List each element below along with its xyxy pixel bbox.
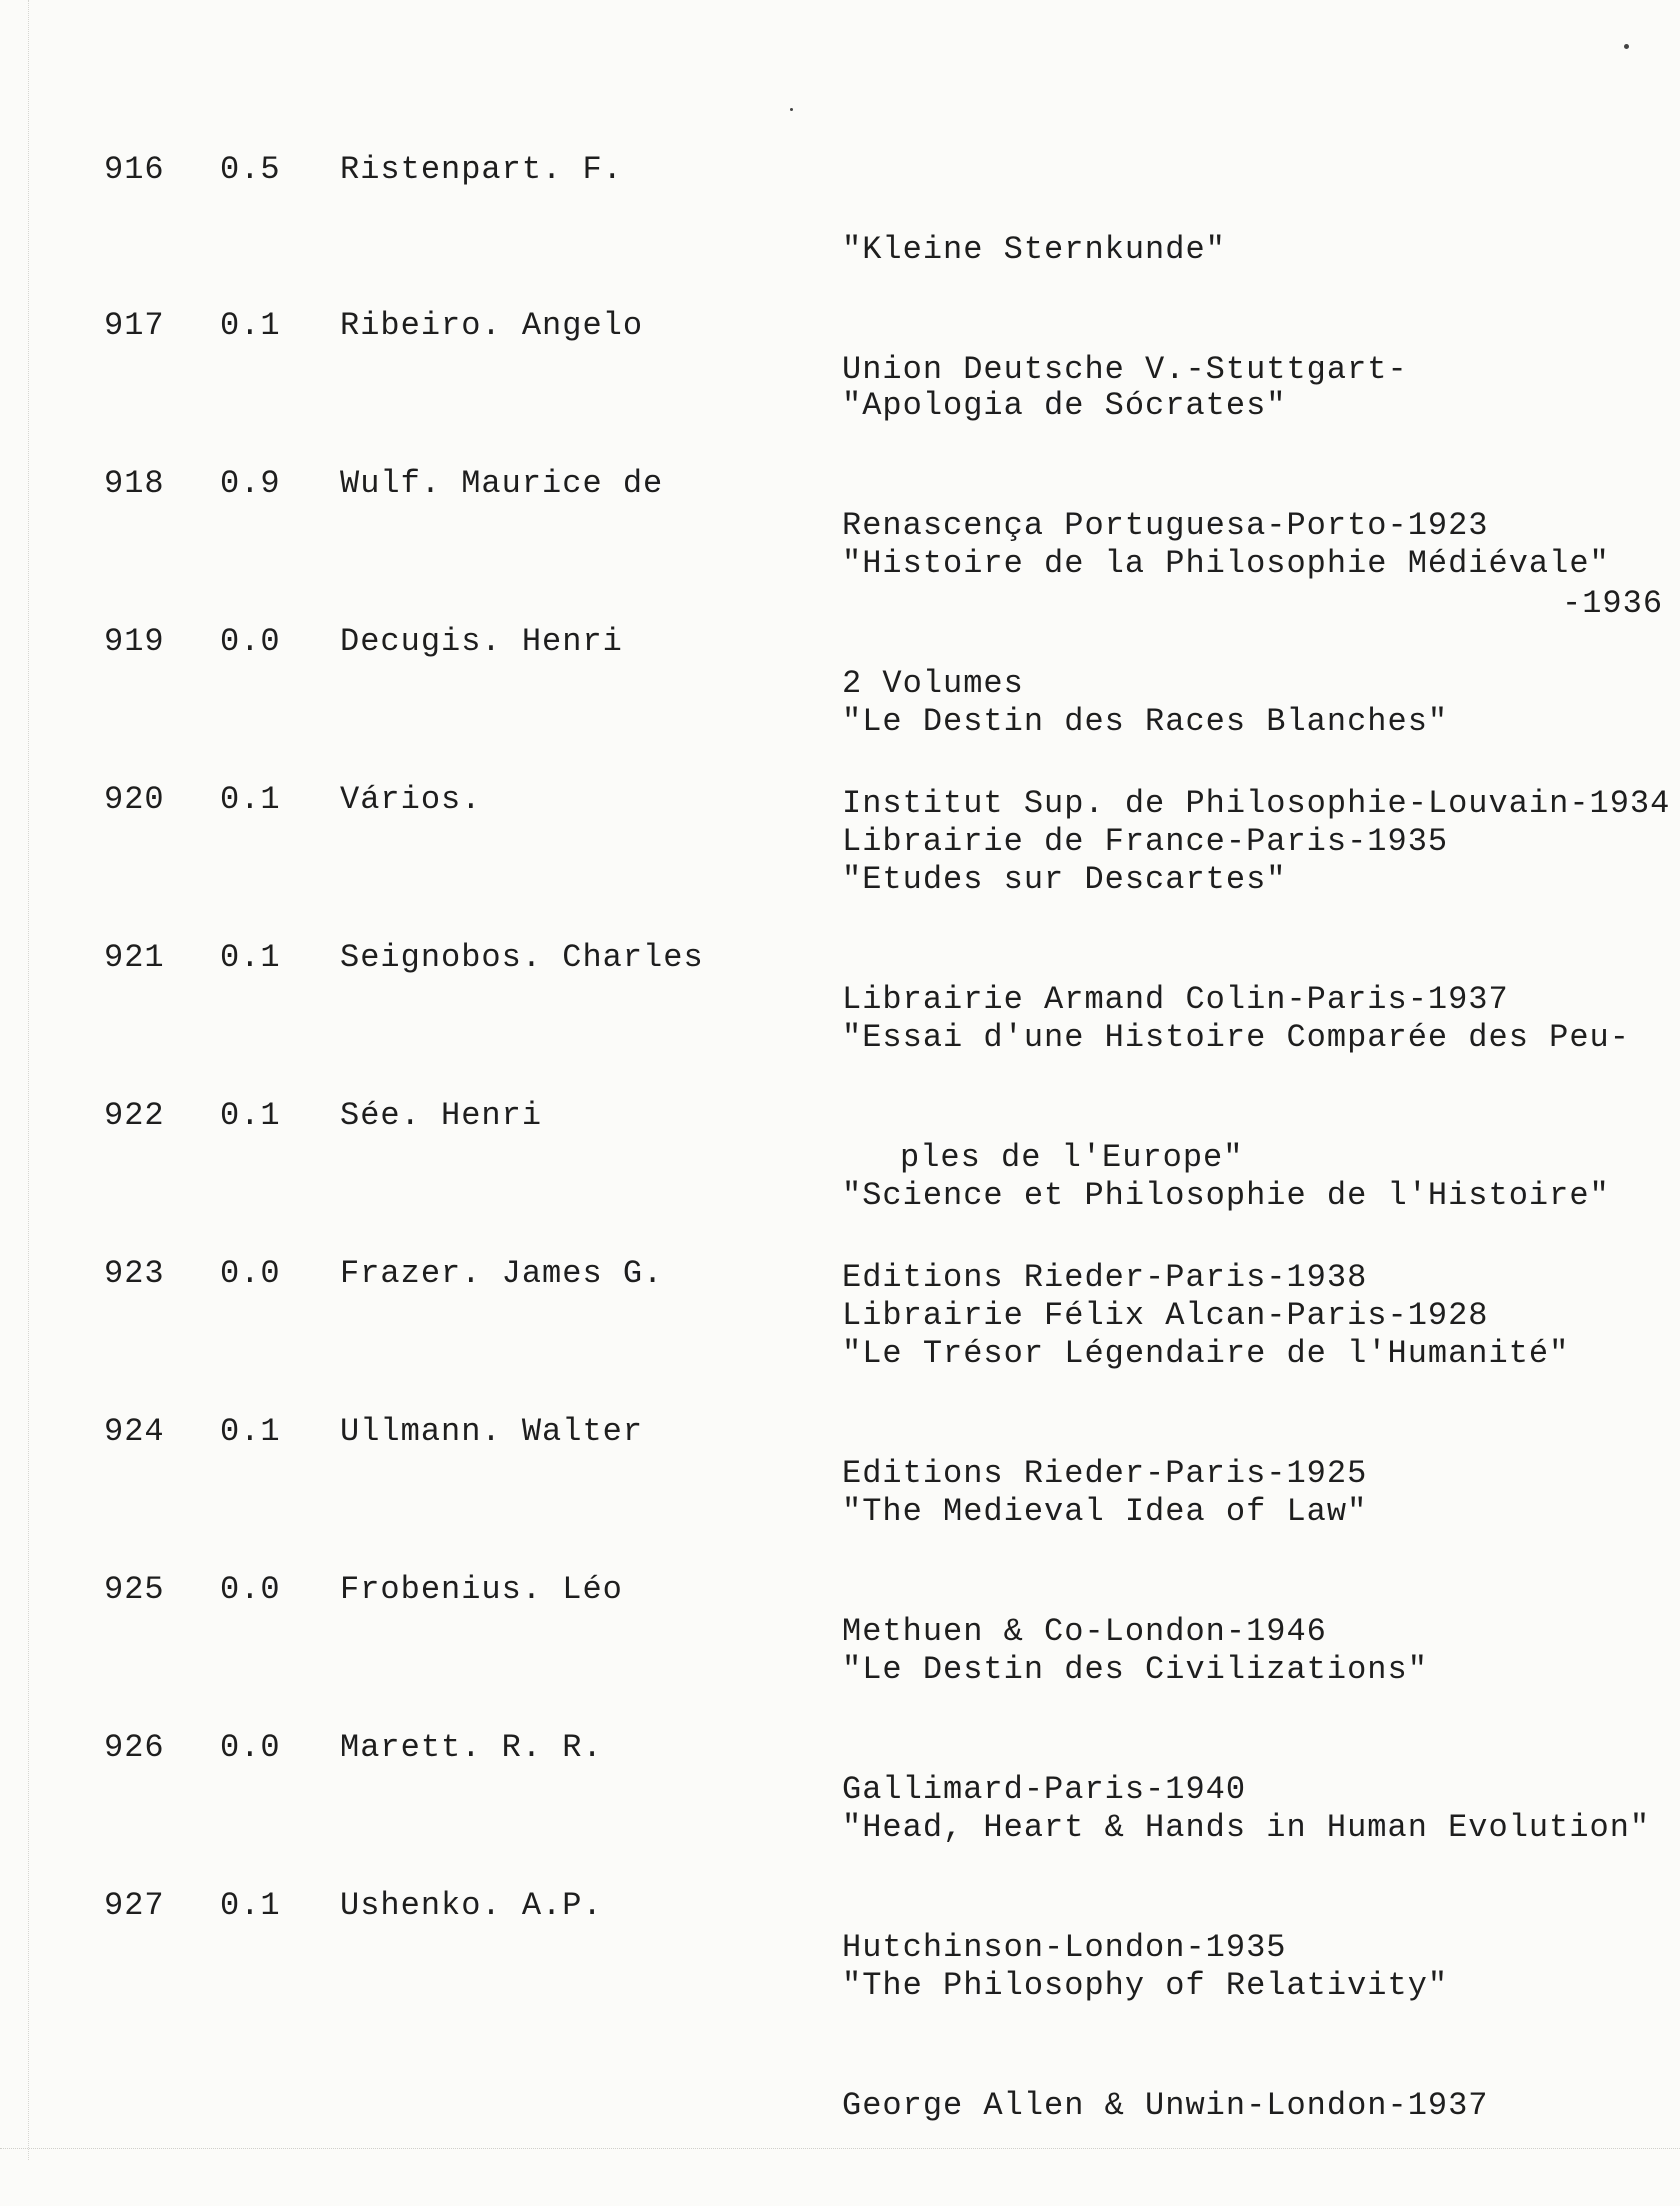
- entry-title: "Le Destin des Races Blanches": [842, 703, 1449, 740]
- ink-speck: [1624, 44, 1629, 49]
- entry-publisher: Librairie Félix Alcan-Paris-1928: [842, 1297, 1489, 1334]
- entry-number: 916: [104, 151, 165, 188]
- entry-value: 0.1: [220, 1097, 281, 1134]
- entry-number: 919: [104, 623, 165, 660]
- entry-publisher: Librairie Armand Colin-Paris-1937: [842, 981, 1509, 1018]
- entry-value: 0.9: [220, 465, 281, 502]
- entry-publisher: Editions Rieder-Paris-1938: [842, 1259, 1368, 1296]
- entry-author: Frobenius. Léo: [340, 1571, 623, 1608]
- entry-author: Sée. Henri: [340, 1097, 543, 1134]
- entry-number: 922: [104, 1097, 165, 1134]
- entry-title: "The Philosophy of Relativity": [842, 1967, 1449, 2004]
- entry-value: 0.1: [220, 939, 281, 976]
- entry-title: "Science et Philosophie de l'Histoire": [842, 1177, 1610, 1214]
- entry-value: 0.1: [220, 1887, 281, 1924]
- entry-author: Marett. R. R.: [340, 1729, 603, 1766]
- ink-speck: [790, 108, 793, 111]
- entry-number: 927: [104, 1887, 165, 1924]
- entry-title-continuation: ples de l'Europe": [900, 1139, 1244, 1176]
- entry-number: 926: [104, 1729, 165, 1766]
- entry-value: 0.0: [220, 623, 281, 660]
- entry-number: 920: [104, 781, 165, 818]
- entry-value: 0.1: [220, 1413, 281, 1450]
- entry-author: Ushenko. A.P.: [340, 1887, 603, 1924]
- entry-number: 923: [104, 1255, 165, 1292]
- entry-title: "Apologia de Sócrates": [842, 387, 1287, 424]
- entry-publisher: Editions Rieder-Paris-1925: [842, 1455, 1368, 1492]
- entry-value: 0.1: [220, 307, 281, 344]
- entry-title: "Histoire de la Philosophie Médiévale": [842, 545, 1610, 582]
- entry-value: 0.0: [220, 1255, 281, 1292]
- entry-title: "Etudes sur Descartes": [842, 861, 1287, 898]
- entry-title: "Kleine Sternkunde": [842, 231, 1226, 268]
- entry-author: Vários.: [340, 781, 482, 818]
- entry-title: "The Medieval Idea of Law": [842, 1493, 1368, 1530]
- entry-year-continuation: -1936: [1562, 585, 1664, 622]
- page-left-edge: [0, 0, 29, 2160]
- entry-value: 0.0: [220, 1571, 281, 1608]
- entry-publisher: Methuen & Co-London-1946: [842, 1613, 1327, 1650]
- entry-publisher: Renascença Portuguesa-Porto-1923: [842, 507, 1489, 544]
- entry-author: Wulf. Maurice de: [340, 465, 664, 502]
- entry-number: 921: [104, 939, 165, 976]
- entry-description: [842, 1886, 1489, 2206]
- entry-number: 924: [104, 1413, 165, 1450]
- entry-publisher: Gallimard-Paris-1940: [842, 1771, 1247, 1808]
- entry-value: 0.5: [220, 151, 281, 188]
- entry-volumes: 2 Volumes: [842, 665, 1024, 702]
- entry-author: Ullmann. Walter: [340, 1413, 644, 1450]
- entry-number: 918: [104, 465, 165, 502]
- entry-author: Ribeiro. Angelo: [340, 307, 644, 344]
- entry-publisher: Hutchinson-London-1935: [842, 1929, 1287, 1966]
- entry-title: "Le Destin des Civilizations": [842, 1651, 1428, 1688]
- entry-author: Decugis. Henri: [340, 623, 623, 660]
- entry-publisher: Union Deutsche V.-Stuttgart-: [842, 351, 1408, 388]
- entry-publisher: Institut Sup. de Philosophie-Louvain-1934: [842, 785, 1671, 822]
- entry-title: "Head, Heart & Hands in Human Evolution": [842, 1809, 1651, 1846]
- entry-title: "Le Trésor Légendaire de l'Humanité": [842, 1335, 1570, 1372]
- entry-value: 0.1: [220, 781, 281, 818]
- entry-author: Seignobos. Charles: [340, 939, 704, 976]
- entry-publisher: Librairie de France-Paris-1935: [842, 823, 1449, 860]
- entry-value: 0.0: [220, 1729, 281, 1766]
- entry-number: 917: [104, 307, 165, 344]
- entry-author: Ristenpart. F.: [340, 151, 623, 188]
- entry-number: 925: [104, 1571, 165, 1608]
- entry-title: "Essai d'une Histoire Comparée des Peu-: [842, 1019, 1630, 1056]
- entry-author: Frazer. James G.: [340, 1255, 664, 1292]
- entry-publisher: George Allen & Unwin-London-1937: [842, 2087, 1489, 2124]
